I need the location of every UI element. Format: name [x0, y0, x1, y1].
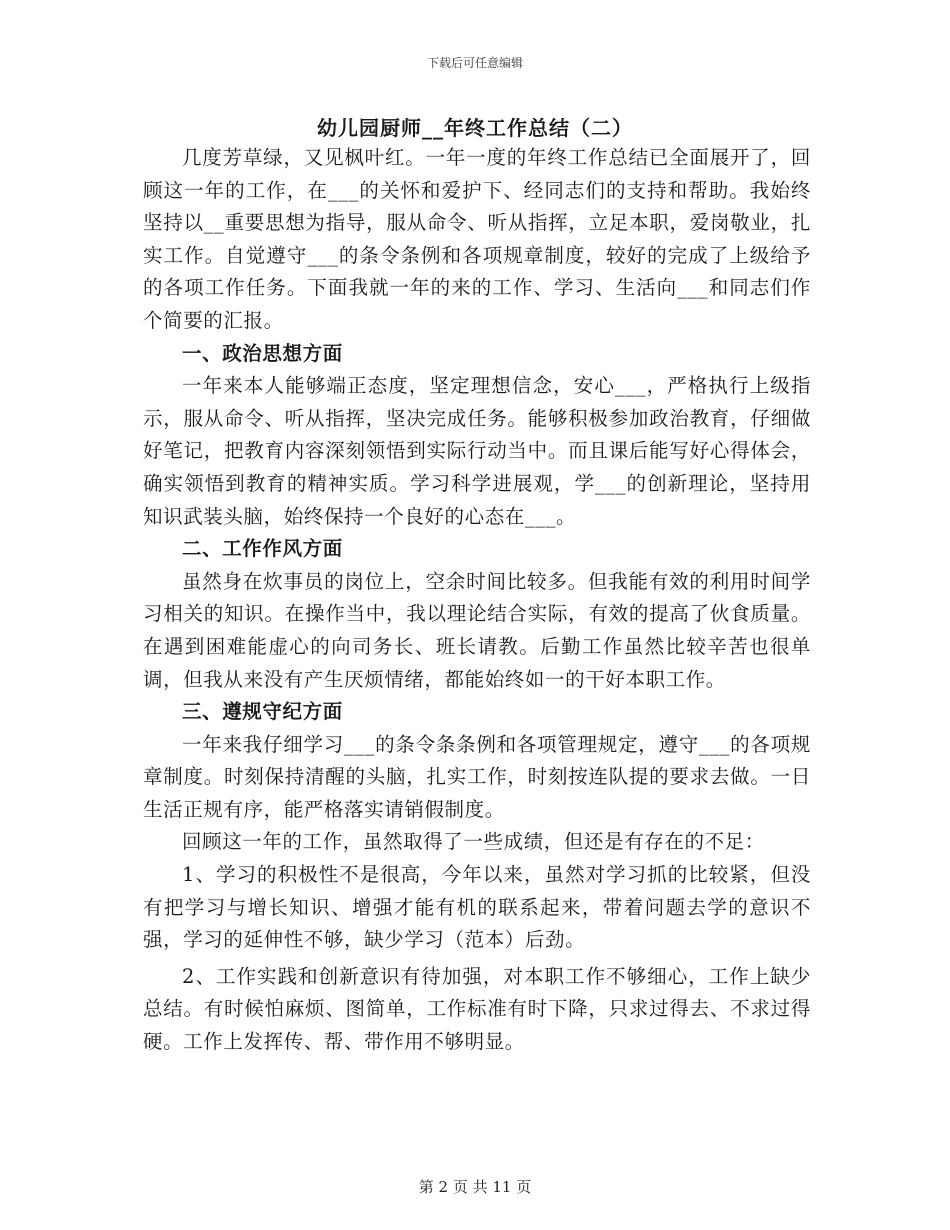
page-number: 第 2 页 共 11 页	[418, 1178, 532, 1196]
politics-paragraph: 一年来本人能够端正态度，坚定理想信念，安心___，严格执行上级指示，服从命令、听从指挥，坚决完成任务。能够积极参加政治教育，仔细做好笔记，把教育内容深刻领悟到实际行动当中。而且课后能写好心得体会，确实领悟到教育的精神实质。学习科学进展观，学___的创新理论，坚持用知识武装头脑，始终保持一个良好的心态在___。	[143, 374, 811, 528]
section-heading-politics: 一、政治思想方面	[182, 341, 343, 365]
review-paragraph: 回顾这一年的工作，虽然取得了一些成绩，但还是有存在的不足：	[182, 830, 765, 854]
work-style-paragraph: 虽然身在炊事员的岗位上，空余时间比较多。但我能有效的利用时间学习相关的知识。在操作当中，我以理论结合实际，有效的提高了伙食质量。在遇到困难能虚心的向司务长、班长请教。后勤工作虽然比较辛苦也很单调，但我从来没有产生厌烦情绪，都能始终如一的干好本职工作。	[143, 569, 811, 691]
section-heading-discipline: 三、遵规守纪方面	[182, 700, 343, 724]
discipline-paragraph: 一年来我仔细学习___的条令条条例和各项管理规定，遵守___的各项规章制度。时刻保持清醒的头脑，扎实工作，时刻按连队提的要求去做。一日生活正规有序，能严格落实请销假制度。	[143, 732, 811, 821]
document-body	[143, 142, 811, 1059]
header-note: 下载后可任意编辑	[426, 56, 523, 70]
document-title: 幼儿园厨师__年终工作总结（二）	[317, 116, 633, 140]
section-heading-work-style: 二、工作作风方面	[182, 537, 343, 561]
intro-paragraph: 几度芳草绿，又见枫叶红。一年一度的年终工作总结已全面展开了，回顾这一年的工作，在___的关怀和爱护下、经同志们的支持和帮助。我始终坚持以__重要思想为指导，服从命令、听从指挥，立足本职，爱岗敬业，扎实工作。自觉遵守___的条令条例和各项规章制度，较好的完成了上级给予的各项工作任务。下面我就一年的来的工作、学习、生活向___和同志们作个简要的汇报。	[143, 146, 811, 332]
shortcoming-1-paragraph: 1、学习的积极性不是很高，今年以来，虽然对学习抓的比较紧，但没有把学习与增长知识、增强才能有机的联系起来，带着问题去学的意识不强，学习的延伸性不够，缺少学习（范本）后劲。	[143, 863, 811, 952]
shortcoming-2-paragraph: 2、工作实践和创新意识有待加强，对本职工作不够细心，工作上缺少总结。有时候怕麻烦、图简单，工作标准有时下降，只求过得去、不求过得硬。工作上发挥传、帮、带作用不够明显。	[143, 964, 811, 1054]
